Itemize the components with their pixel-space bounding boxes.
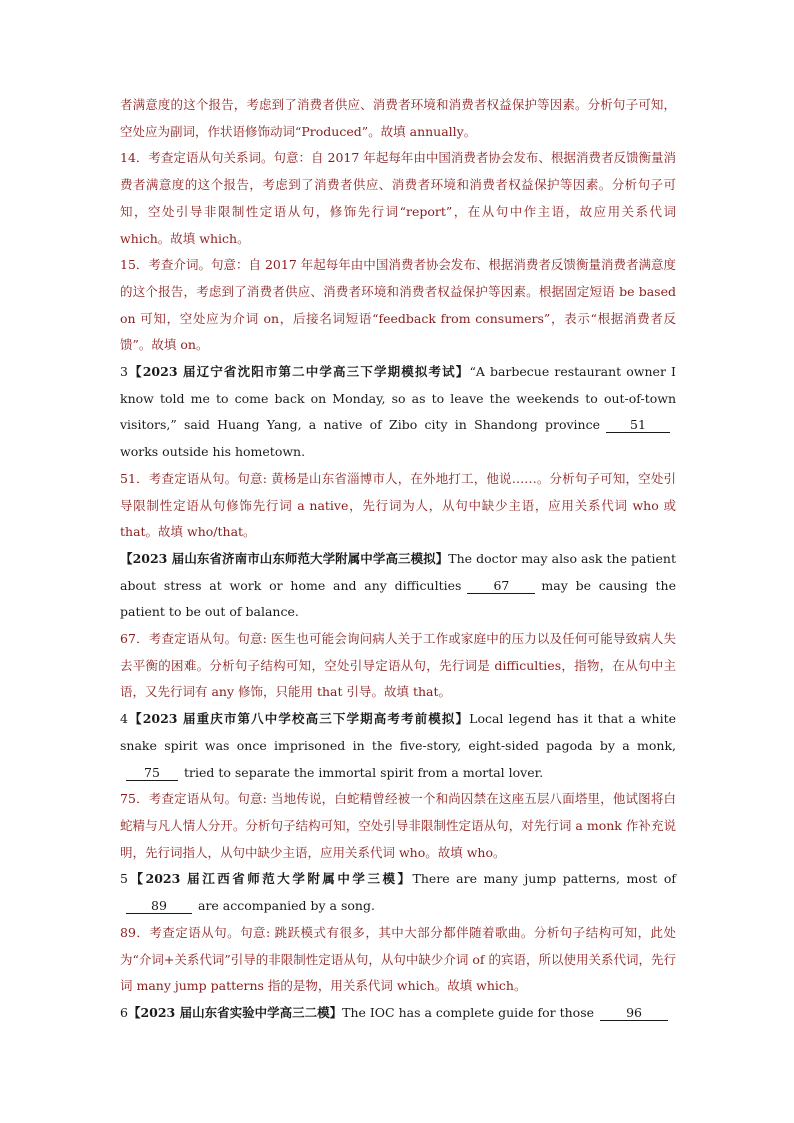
- blank-75: 75: [126, 766, 178, 781]
- question-67: [120, 546, 676, 626]
- explanation-67: 67．考查定语从句。句意: 医生也可能会询问病人关于工作或家庭中的压力以及任何可能导致病人失去平衡的困难。分析句子结构可知，空处引导定语从句，先行词是 difficulties，指物，在从句中主语，又先行词有 any 修饰，只能用 that 引导。故填 that。: [120, 631, 676, 700]
- explanation-15: 15．考查介词。句意：自 2017 年起每年由中国消费者协会发布、根据消费者反馈衡量消费者满意度的这个报告，考虑到了消费者供应、消费者环境和消费者权益保护等因素。根据固定短语 be based on 可知，空处应为介词 on，后接名词短语“feedback from consumers”，表示“根据消费者反馈”。故填 on。: [120, 257, 676, 353]
- explanation-continued: 者满意度的这个报告，考虑到了消费者供应、消费者环境和消费者权益保护等因素。分析句子可知，空处应为副词，作状语修饰动词“Produced”。故填 annually。: [120, 97, 676, 139]
- question-number: 6: [120, 1004, 128, 1020]
- question-number: 5: [120, 871, 128, 887]
- blank-51: 51: [606, 418, 670, 433]
- question-text-after: are accompanied by a song.: [198, 898, 375, 914]
- question-text-after: tried to separate the immortal spirit from a mortal lover.: [184, 764, 544, 780]
- explanation-51: 51．考查定语从句。句意: 黄杨是山东省淄博市人，在外地打工，他说……。分析句子可知，空处引导限制性定语从句修饰先行词 a native，先行词为人，从句中缺少主语，应用关系代词 who 或 that。故填 who/that。: [120, 470, 676, 540]
- document-content: [120, 92, 676, 1027]
- blank-67: 67: [467, 579, 535, 594]
- question-text: There are many jump patterns, most of: [412, 871, 676, 887]
- question-text: Local legend has it that a white snake spirit was once imprisoned in the five-story, eight-sided pagoda by a monk,: [120, 711, 676, 753]
- explanation-89: 89．考查定语从句。句意: 跳跃模式有很多，其中大部分都伴随着歌曲。分析句子结构可知，此处为“介词+关系代词”引导的非限制性定语从句，从句中缺少介词 of 的宾语，所以使用关系代词，先行词 many jump patterns 指的是物，用关系代词 which。故填 which。: [120, 924, 676, 994]
- question-4: [120, 706, 676, 786]
- question-5: [120, 866, 676, 919]
- explanation-14: 14．考查定语从句关系词。句意：自 2017 年起每年由中国消费者协会发布、根据消费者反馈衡量消费者满意度的这个报告，考虑到了消费者供应、消费者环境和消费者权益保护等因素。分析句子可知，空处引导非限制性定语从句，修饰先行词“report”，在从句中作主语，故应用关系代词 which。故填 which。: [120, 150, 676, 246]
- question-text-after: works outside his hometown.: [120, 444, 306, 460]
- question-text: The IOC has a complete guide for those: [342, 1004, 595, 1020]
- blank-89: 89: [126, 899, 192, 914]
- question-text-after: may be causing the patient to be out of balance.: [120, 577, 676, 620]
- question-source: 【2023 届山东省济南市山东师范大学附属中学高三模拟】: [120, 550, 449, 566]
- question-source: 【2023 届重庆市第八中学校高三下学期高考考前模拟】: [127, 711, 470, 727]
- question-text: The doctor may also ask the patient about stress at work or home and any difficulties: [120, 550, 676, 593]
- question-6: [120, 1000, 676, 1027]
- question-number: 3: [120, 364, 128, 380]
- question-source: 【2023 届山东省实验中学高三二模】: [127, 1004, 343, 1020]
- question-source: 【2023 届江西省师范大学附属中学三模】: [127, 871, 413, 887]
- question-text: “A barbecue restaurant owner I know told me to come back on Monday, so as to leave the weekends to out-of-town visitors,” said Huang Yang, a native of Zibo city in Shandong province: [120, 364, 676, 433]
- blank-96: 96: [600, 1006, 668, 1021]
- question-3: [120, 359, 676, 466]
- explanation-75: 75．考查定语从句。句意: 当地传说，白蛇精曾经被一个和尚囚禁在这座五层八面塔里，他试图将白蛇精与凡人情人分开。分析句子结构可知，空处引导非限制性定语从句，对先行词 a monk 作补充说明，先行词指人，从句中缺少主语，应用关系代词 who。故填 who。: [120, 791, 676, 860]
- question-number: 4: [120, 711, 128, 727]
- question-source: 【2023 届辽宁省沈阳市第二中学高三下学期模拟考试】: [127, 364, 470, 380]
